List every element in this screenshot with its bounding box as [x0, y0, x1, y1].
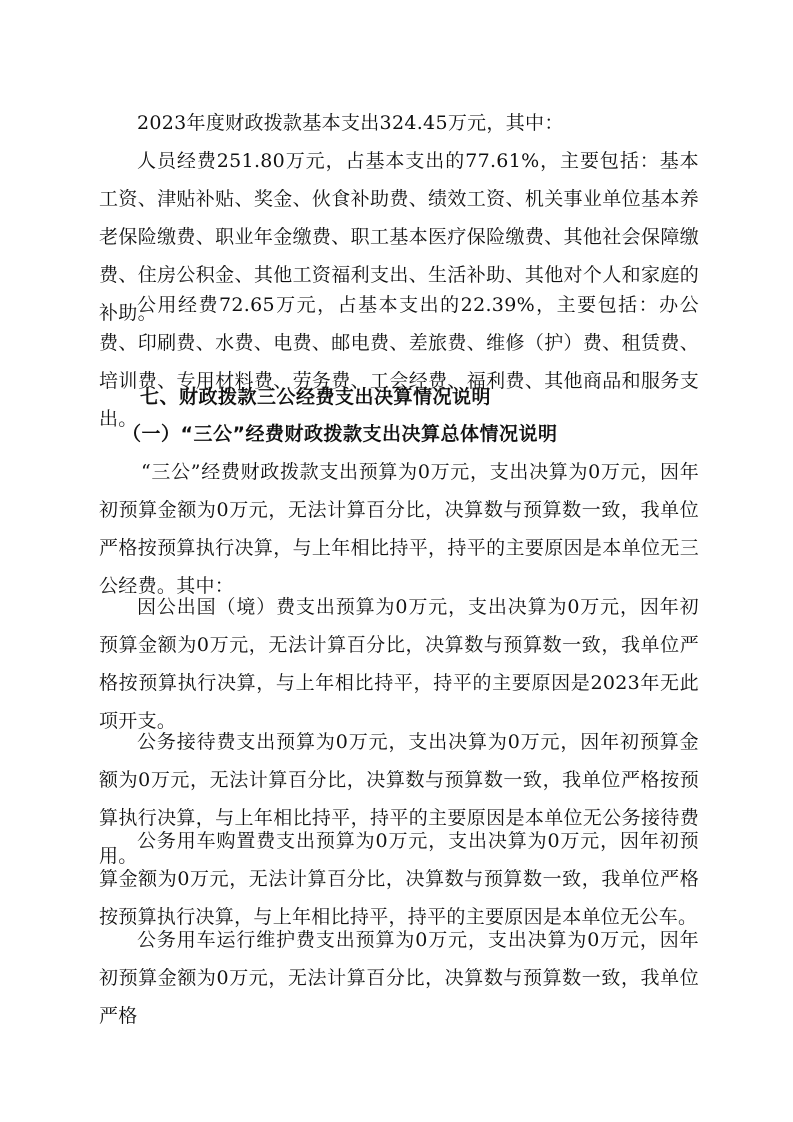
official-reception-paragraph: 公务接待费支出预算为0万元，支出决算为0万元，因年初预算金额为0万元，无法计算百分比，决算数与预算数一致，我单位严格按预算执行决算，与上年相比持平，持平的主要原因是本单位无公务接待费用。: [99, 731, 699, 867]
vehicle-purchase-paragraph: 公务用车购置费支出预算为0万元，支出决算为0万元，因年初预算金额为0万元，无法计算百分比，决算数与预算数一致，我单位严格按预算执行决算，与上年相比持平，持平的主要原因是本单位无公车。: [99, 830, 699, 928]
personnel-expenses-paragraph: 人员经费251.80万元，占基本支出的77.61%，主要包括：基本工资、津贴补贴、奖金、伙食补助费、绩效工资、机关事业单位基本养老保险缴费、职业年金缴费、职工基本医疗保险缴费、其他社会保障缴费、住房公积金、其他工资福利支出、生活补助、其他对个人和家庭的补助。: [99, 150, 699, 324]
section-heading-seven: 七、财政拨款三公经费支出决算情况说明: [140, 386, 492, 408]
public-expenses-paragraph: 公用经费72.65万元，占基本支出的22.39%，主要包括：办公费、印刷费、水费、电费、邮电费、差旅费、维修（护）费、租赁费、培训费、专用材料费、劳务费、工会经费、福利费、其他商品和服务支出。: [99, 294, 699, 430]
basic-expenditure-summary: 2023年度财政拨款基本支出324.45万元，其中：: [137, 112, 564, 134]
vehicle-maintenance-paragraph: 公务用车运行维护费支出预算为0万元，支出决算为0万元，因年初预算金额为0万元，无法计算百分比，决算数与预算数一致，我单位严格: [99, 929, 699, 1027]
overseas-travel-paragraph: 因公出国（境）费支出预算为0万元，支出决算为0万元，因年初预算金额为0万元，无法计算百分比，决算数与预算数一致，我单位严格按预算执行决算，与上年相比持平，持平的主要原因是2023年无此项开支。: [99, 596, 699, 732]
subsection-heading-one: （一）“三公”经费财政拨款支出决算总体情况说明: [122, 423, 558, 445]
three-public-overview-paragraph: “三公”经费财政拨款支出预算为0万元，支出决算为0万元，因年初预算金额为0万元，无法计算百分比，决算数与预算数一致，我单位严格按预算执行决算，与上年相比持平，持平的主要原因是本单位无三公经费。其中：: [99, 461, 699, 597]
